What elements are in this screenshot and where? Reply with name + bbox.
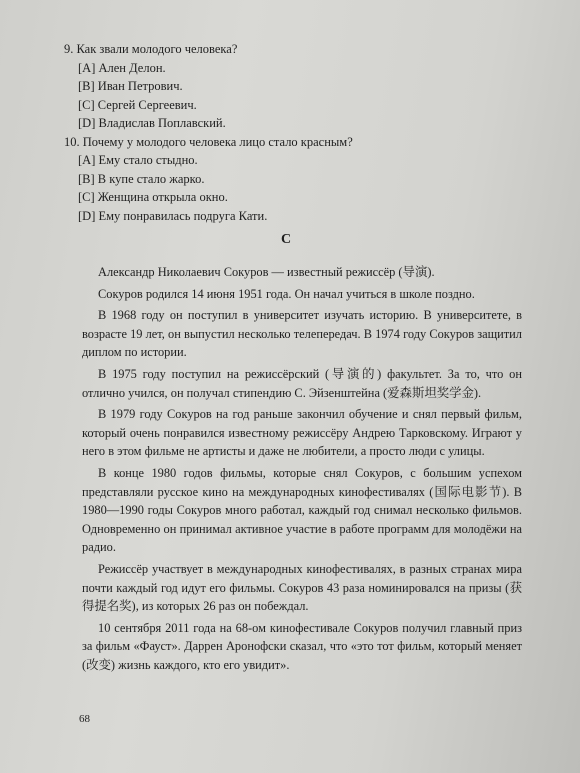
question-9: 9. Как звали молодого человека?: [64, 42, 238, 56]
paragraph-3: В 1968 году он поступил в университет изучать историю. В университете, в возрасте 19 лет, он выпустил несколько телепередач. В 1974 году Сокуров защитил диплом по истории.: [82, 308, 522, 360]
question-10: 10. Почему у молодого человека лицо стало красным?: [64, 134, 353, 149]
paragraph-4: В 1975 году поступил на режиссёрский (导演的) факультет. За то, что он отлично учился, он получал стипендию С. Эйзенштейна (爱森斯坦奖学金).: [82, 366, 522, 400]
question-9-option-c: [C] Сергей Сергеевич.: [78, 97, 197, 112]
question-10-option-c: [C] Женщина открыла окно.: [78, 190, 228, 204]
paragraph-5: В 1979 году Сокуров на год раньше закончил обучение и снял первый фильм, который очень понравился известному режиссёру Андрею Тарковскому. Играют у него в этом фильме не артисты и даже не любители, а просто люди с улицы.: [82, 407, 522, 459]
questions-block: [64, 40, 394, 225]
paragraph-1: Александр Николаевич Сокуров — известный режиссёр (导演).: [98, 265, 435, 279]
question-10-option-a: [A] Ему стало стыдно.: [78, 153, 198, 167]
question-9-option-a: [A] Ален Делон.: [78, 60, 166, 75]
question-9-option-b: [B] Иван Петрович.: [78, 79, 183, 93]
article-text: [82, 263, 522, 677]
paragraph-6: В конце 1980 годов фильмы, которые снял Сокуров, с большим успехом представляли русское кино на международных кинофестивалях (国际电影节). В 1980—1990 годы Сокуров много работал, каждый год снимал несколько фильмов. Одновременно он принимал активное участие в работе программ для молодёжи на радио.: [82, 465, 522, 555]
question-9-option-d: [D] Владислав Поплавский.: [78, 116, 226, 130]
section-heading: C: [281, 232, 292, 247]
question-10-option-d: [D] Ему понравилась подруга Кати.: [78, 208, 268, 223]
paragraph-7: Режиссёр участвует в международных кинофестивалях, в разных странах мира почти каждый год идут его фильмы. Сокуров 43 раза номинировался на призы (获得提名奖), из которых 26 раз он побеждал.: [82, 561, 522, 614]
paragraph-8: 10 сентября 2011 года на 68-ом кинофестивале Сокуров получил главный приз за фильм «Фауст». Даррен Аронофски сказал, что «это тот фильм, который меняет (改变) жизнь каждого, кто его увидит».: [82, 620, 522, 672]
page-number: 68: [79, 713, 90, 725]
question-10-option-b: [B] В купе стало жарко.: [78, 171, 205, 186]
paragraph-2: Сокуров родился 14 июня 1951 года. Он начал учиться в школе поздно.: [98, 286, 475, 301]
